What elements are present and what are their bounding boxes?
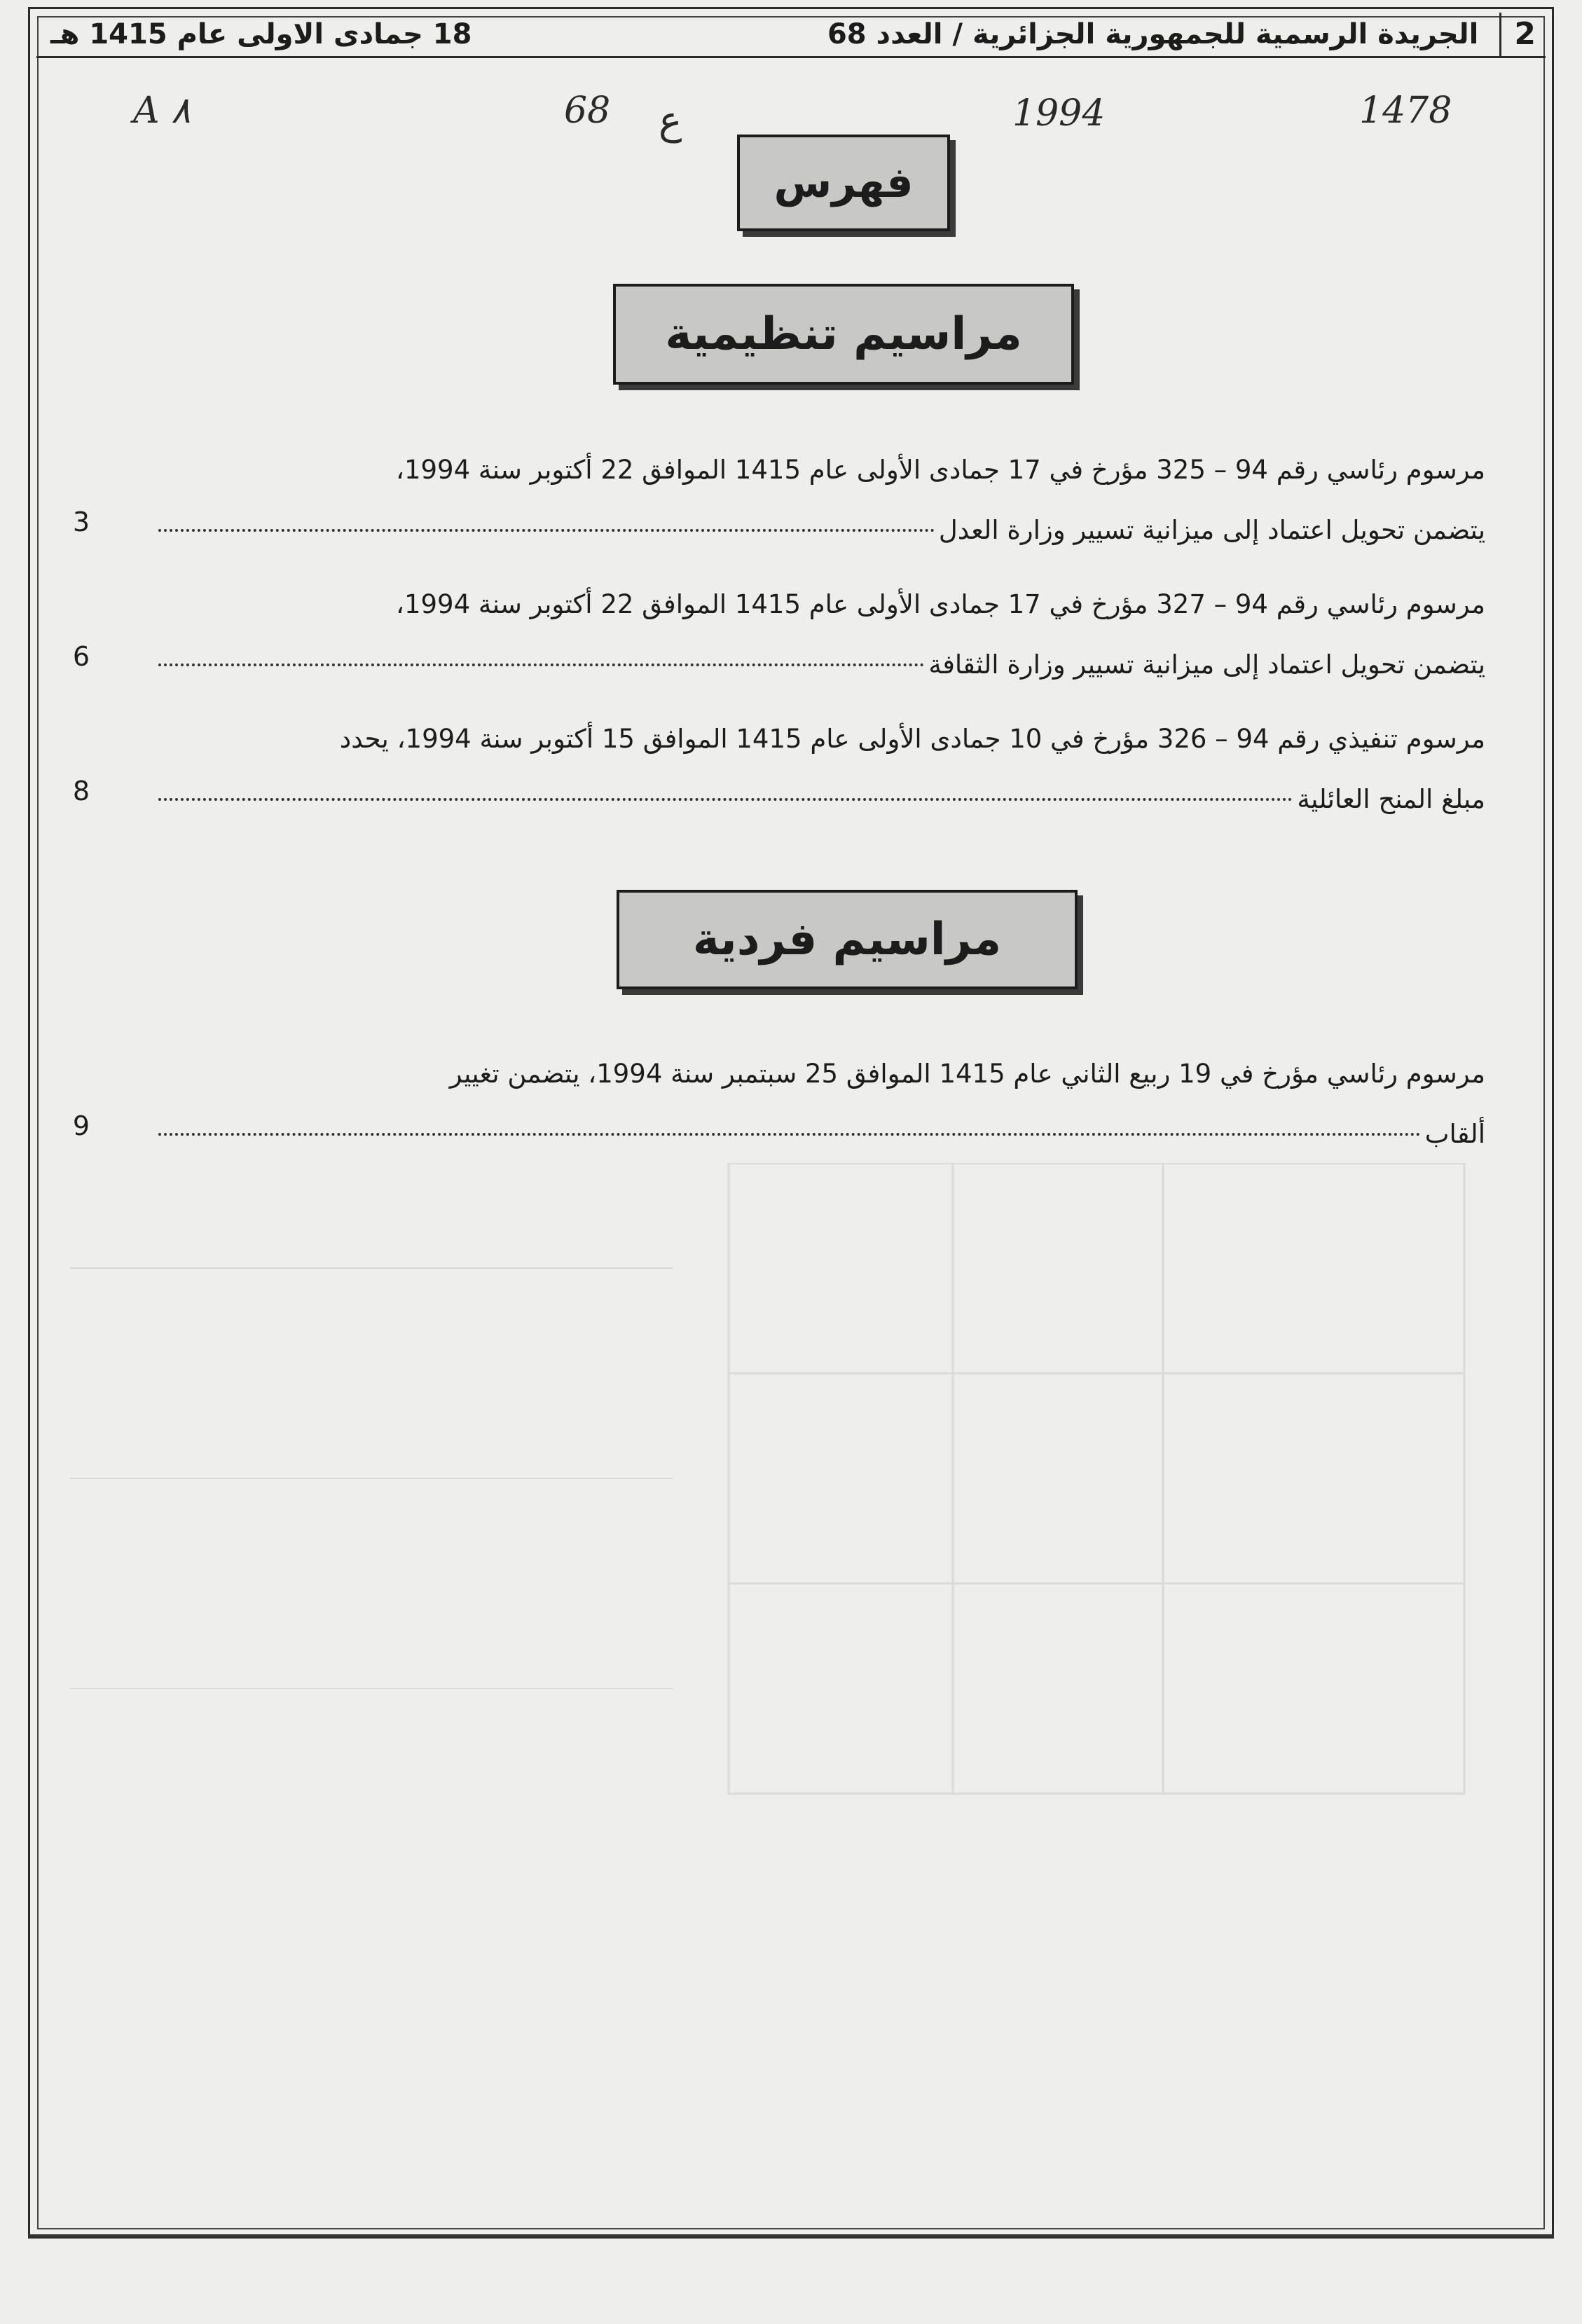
section-title-individual-decrees: مراسيم فردية <box>617 890 1078 989</box>
bottom-rule <box>28 2234 1554 2237</box>
bleed-through-background <box>42 1163 1541 2214</box>
entry-line: مرسوم رئاسي مؤرخ في 19 ربيع الثاني عام 1415 الموافق 25 سبتمبر سنة 1994، يتضمن تغيير <box>449 1059 1485 1089</box>
page-reference: 8 <box>72 776 90 806</box>
dot-leader <box>158 798 1293 801</box>
page-reference: 3 <box>72 507 90 537</box>
header-date: 18 جمادى الاولى عام 1415 هـ <box>50 18 472 50</box>
header-title: الجريدة الرسمية للجمهورية الجزائرية / العدد 68 <box>827 18 1479 50</box>
handwritten-year: 1994 <box>1012 92 1106 135</box>
entry-line: مرسوم رئاسي رقم 94 – 325 مؤرخ في 17 جمادى الأولى عام 1415 الموافق 22 أكتوبر سنة 1994، <box>396 455 1485 485</box>
running-header <box>36 13 1546 58</box>
handwritten-number: 1478 <box>1359 90 1452 132</box>
dot-leader <box>158 663 924 666</box>
index-entry[interactable] <box>154 1044 1485 1164</box>
index-title: فهرس <box>737 135 950 231</box>
handwritten-letter: ع <box>659 98 682 144</box>
entry-line: ألقاب <box>1424 1119 1485 1149</box>
handwritten-code: A ٨ <box>133 90 191 132</box>
page-reference: 6 <box>72 641 90 672</box>
header-page-number: 2 <box>1499 13 1546 56</box>
page-reference: 9 <box>72 1111 90 1141</box>
entry-line: يتضمن تحويل اعتماد إلى ميزانية تسيير وزارة الثقافة <box>928 649 1485 680</box>
handwritten-issue: 68 <box>564 90 611 132</box>
dot-leader <box>158 1133 1421 1136</box>
index-entry[interactable] <box>154 575 1485 695</box>
section-title-regulatory-decrees: مراسيم تنظيمية <box>613 284 1074 385</box>
dot-leader <box>158 529 935 532</box>
entry-line: مرسوم تنفيذي رقم 94 – 326 مؤرخ في 10 جمادى الأولى عام 1415 الموافق 15 أكتوبر سنة 1994، يحدد <box>339 724 1485 754</box>
index-entry[interactable] <box>154 709 1485 830</box>
entry-line: مرسوم رئاسي رقم 94 – 327 مؤرخ في 17 جمادى الأولى عام 1415 الموافق 22 أكتوبر سنة 1994، <box>396 589 1485 619</box>
entry-line: مبلغ المنح العائلية <box>1297 784 1485 814</box>
index-entry[interactable] <box>154 440 1485 561</box>
entry-line: يتضمن تحويل اعتماد إلى ميزانية تسيير وزارة العدل <box>938 515 1485 545</box>
